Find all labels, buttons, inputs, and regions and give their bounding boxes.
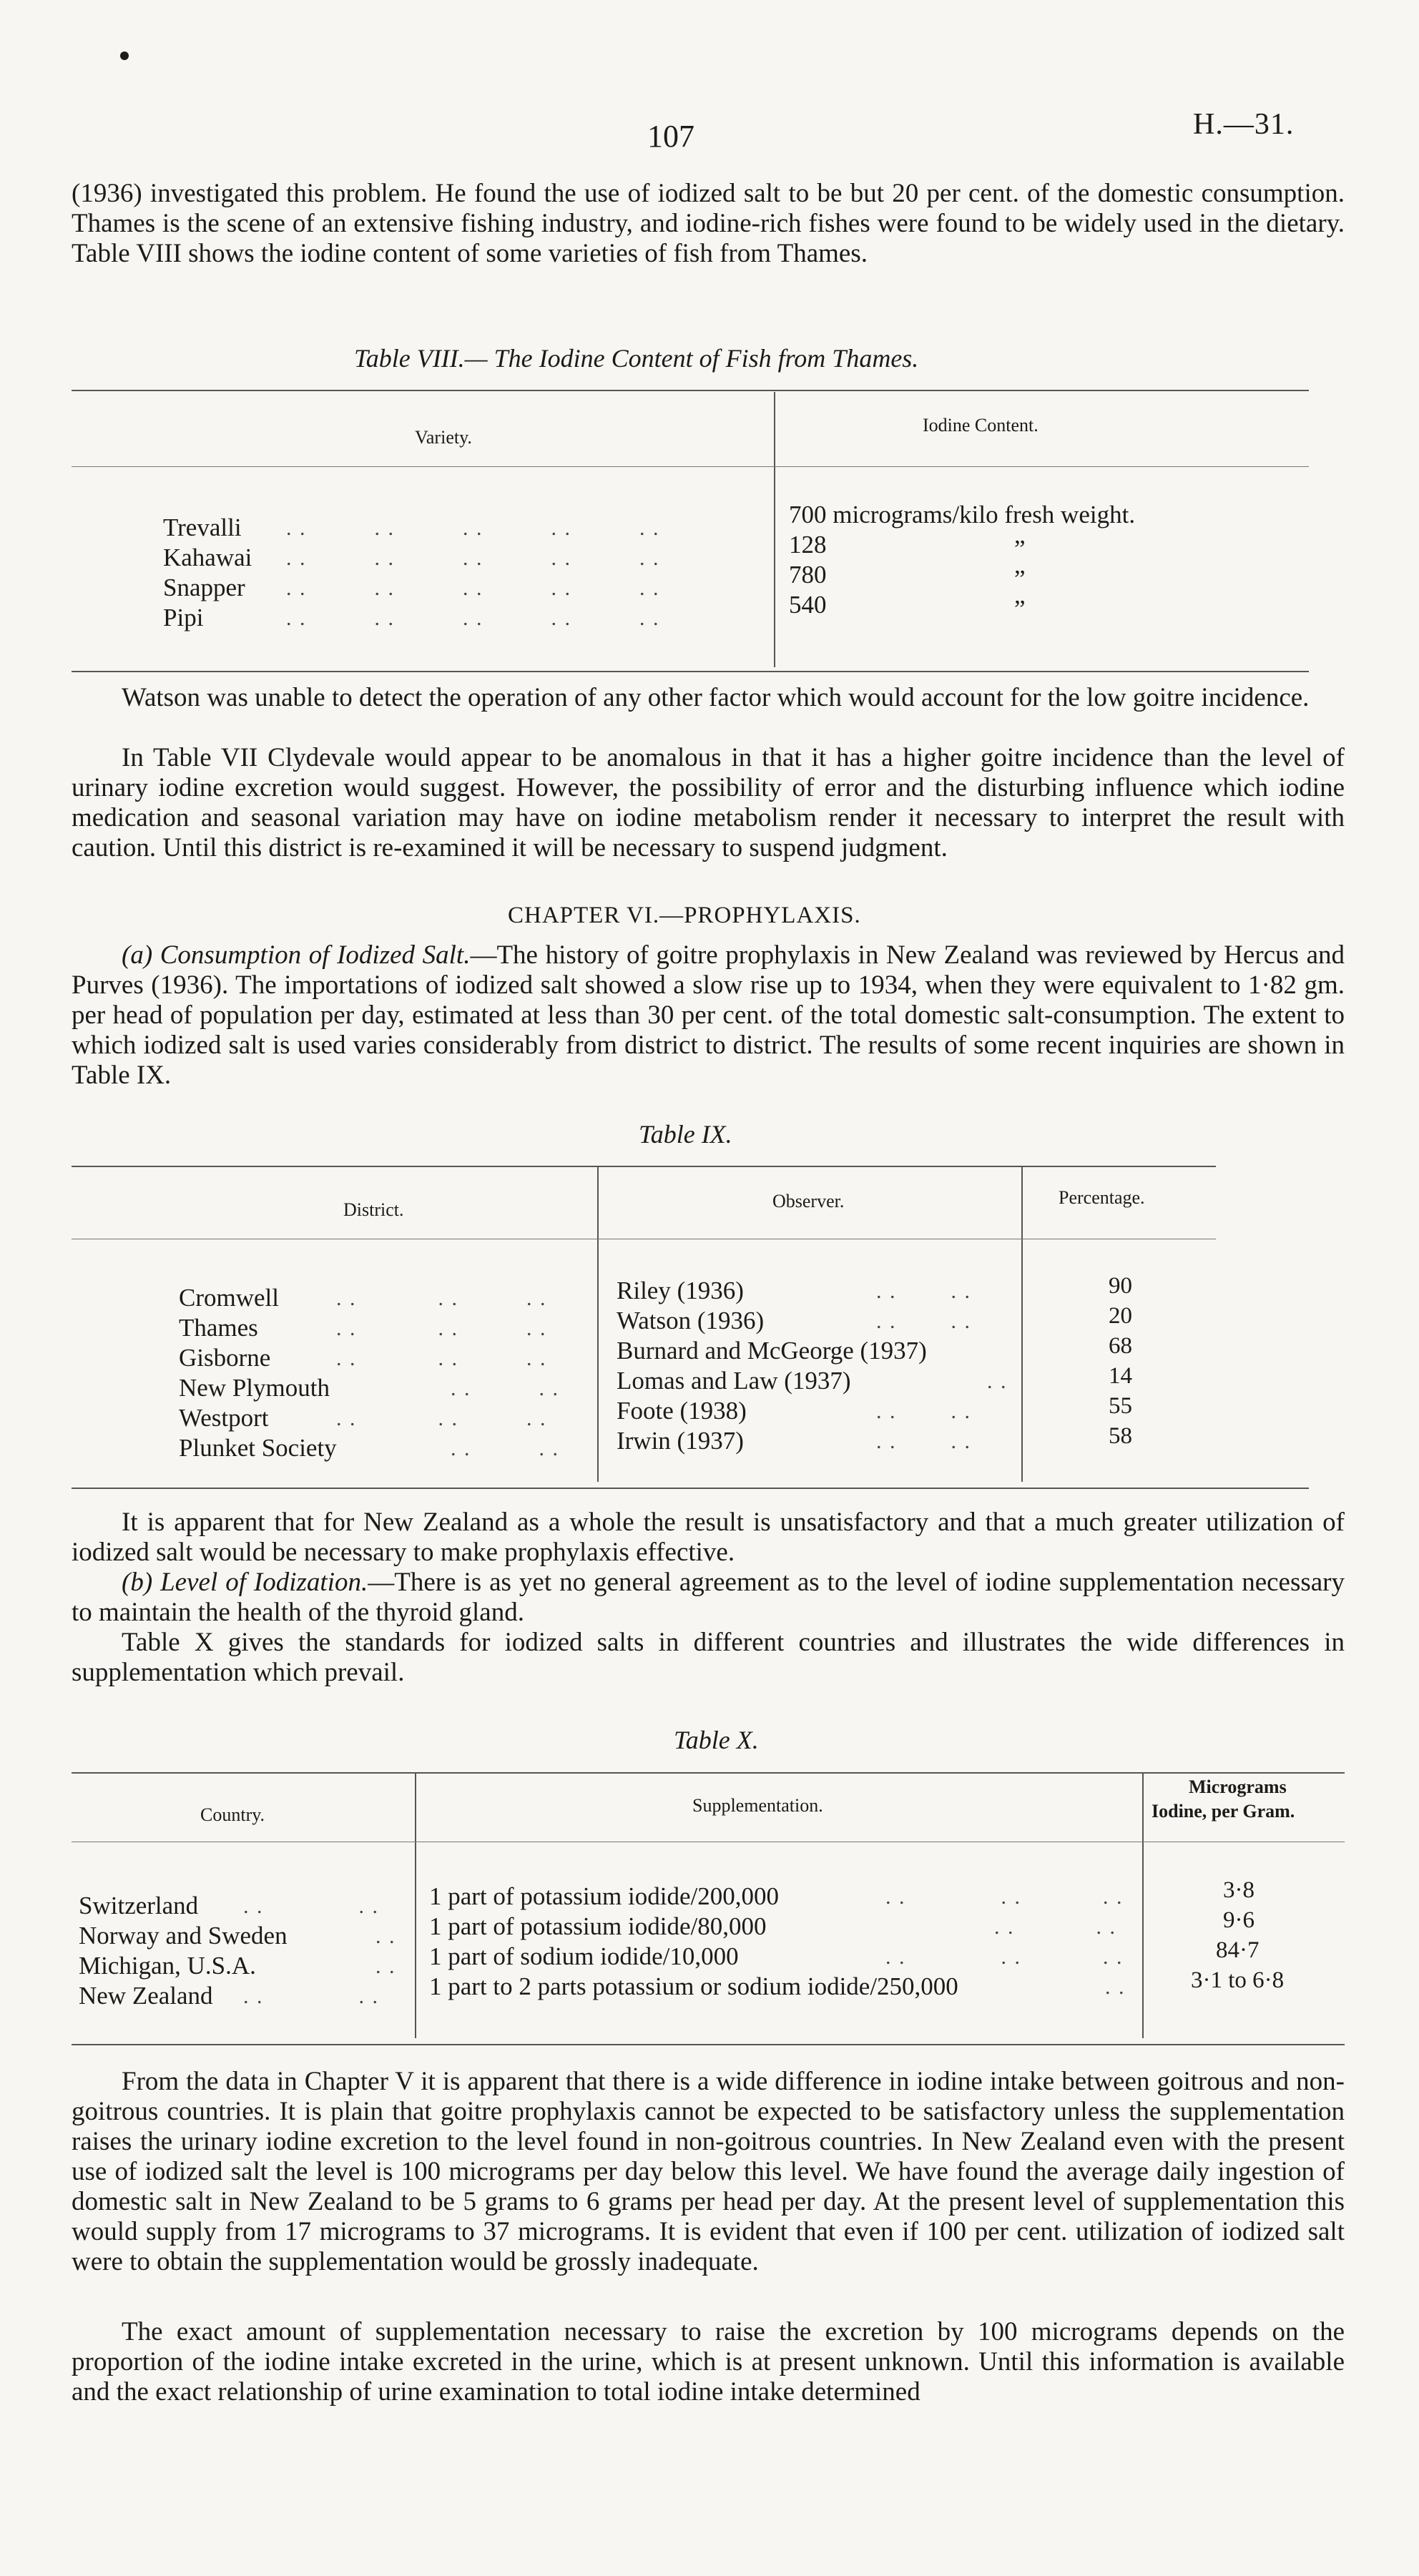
table-caption: Table IX. <box>639 1120 732 1149</box>
table-cell: Cromwell <box>179 1284 279 1312</box>
table-cell: 20 <box>1109 1303 1132 1329</box>
column-header: District. <box>343 1199 404 1220</box>
table-cell: 14 <box>1109 1363 1132 1389</box>
table-cell: 3·1 to 6·8 <box>1191 1967 1285 1993</box>
column-header: Iodine, per Gram. <box>1152 1801 1295 1822</box>
leader-dots: . . <box>1105 1975 1126 1999</box>
column-header: Iodine Content. <box>923 415 1039 436</box>
paragraph: (1936) investigated this problem. He found the use of iodized salt to be but 20 per cent. of the domestic consumption. Thames is the scene of an extensive fishing industry, and iodine-rich fishes were found to be widely used in the dietary. Table VIII shows the iodine content of some varieties of fish from Thames. <box>72 179 1345 268</box>
leader-dots: . . . . <box>876 1430 971 1453</box>
paragraph: It is apparent that for New Zealand as a whole the result is unsatisfactory and that a much greater utilization of iodized salt would be necessary to make prophylaxis effective. <box>72 1508 1345 1567</box>
table-rule <box>72 1772 1345 1774</box>
leader-dots: . . . . . . <box>336 1347 547 1370</box>
table-rule <box>72 1166 1216 1167</box>
leader-dots: . . <box>987 1370 1008 1393</box>
table-cell: Trevalli <box>163 513 242 541</box>
table-cell: New Zealand <box>79 1982 213 2010</box>
leader-dots: . . . . <box>243 1985 379 2008</box>
ink-mark <box>120 51 129 60</box>
table-cell: 3·8 <box>1223 1877 1254 1903</box>
table-cell: 9·6 <box>1223 1907 1254 1933</box>
table-cell: 128 <box>789 531 827 559</box>
table-cell: 540 <box>789 591 827 619</box>
column-header: Percentage. <box>1059 1187 1145 1208</box>
leader-dots: . . . . <box>451 1437 559 1460</box>
leader-dots: . . . . <box>876 1400 971 1423</box>
leader-dots: . . . . <box>876 1309 971 1333</box>
chapter-heading: CHAPTER VI.—PROPHYLAXIS. <box>508 903 861 928</box>
paragraph-body: —There is as yet no general agreement as to the level of iodine supplementation necessary to maintain the health of the thyroid gland. <box>72 1568 1345 1627</box>
paragraph <box>72 1568 1345 1628</box>
leader-dots: . . . . . . <box>336 1287 547 1310</box>
table-rule <box>72 2044 1345 2045</box>
table-cell: 780 <box>789 561 827 589</box>
table-cell: 1 part of potassium iodide/200,000 <box>429 1882 779 1910</box>
leader-dots: . . . . . . . . . . <box>286 546 660 570</box>
paragraph: Table X gives the standards for iodized salts in different countries and illustrates the wide differences in supplementation which prevail. <box>72 1628 1345 1687</box>
table-cell: 1 part of potassium iodide/80,000 <box>429 1912 767 1940</box>
column-divider <box>415 1774 416 2038</box>
table-caption: Table X. <box>674 1726 759 1754</box>
leader-dots: . . . . <box>451 1377 559 1400</box>
leader-dots: . . . . . . <box>885 1945 1124 1969</box>
table-cell: 58 <box>1109 1423 1132 1449</box>
table-cell: Snapper <box>163 574 245 601</box>
column-header: Micrograms <box>1189 1776 1287 1797</box>
table-cell: Pipi <box>163 604 204 631</box>
table-cell: Burnard and McGeorge (1937) <box>617 1337 927 1365</box>
leader-dots: . . . . . . . . . . <box>286 516 660 540</box>
leader-dots: . . <box>375 1924 396 1948</box>
table-cell: 55 <box>1109 1393 1132 1419</box>
column-divider <box>774 392 775 667</box>
column-header: Country. <box>200 1804 265 1825</box>
table-cell: Irwin (1937) <box>617 1427 744 1455</box>
table-cell: 90 <box>1109 1273 1132 1299</box>
table-cell: 1 part to 2 parts potassium or sodium iodide/250,000 <box>429 1972 958 2000</box>
table-cell: Plunket Society <box>179 1434 337 1462</box>
table-cell: 1 part of sodium iodide/10,000 <box>429 1942 739 1970</box>
table-cell: Gisborne <box>179 1344 271 1372</box>
table-cell: Kahawai <box>163 544 252 571</box>
leader-dots: . . . . . . . . . . <box>286 576 660 600</box>
paragraph <box>72 940 1345 1091</box>
table-rule <box>72 390 1309 391</box>
ditto-mark: ” <box>1014 565 1026 593</box>
page-number: 107 <box>647 119 694 154</box>
column-header: Variety. <box>415 427 472 448</box>
leader-dots: . . <box>375 1955 396 1978</box>
ditto-mark: ” <box>1014 535 1026 563</box>
table-cell: Norway and Sweden <box>79 1922 288 1950</box>
paragraph-lead: (a) Consumption of Iodized Salt. <box>122 940 471 970</box>
paragraph: Watson was unable to detect the operation of any other factor which would account for the low goitre incidence. <box>122 683 1310 712</box>
paragraph-lead: (b) Level of Iodization. <box>122 1568 368 1597</box>
table-rule <box>72 466 1309 467</box>
table-caption: Table VIII.— The Iodine Content of Fish from Thames. <box>354 344 919 373</box>
table-cell: Switzerland <box>79 1892 199 1919</box>
table-cell: Watson (1936) <box>617 1307 765 1334</box>
column-header: Observer. <box>772 1191 845 1211</box>
leader-dots: . . . . . . <box>336 1317 547 1340</box>
column-divider <box>597 1167 599 1482</box>
table-cell: 700 micrograms/kilo fresh weight. <box>789 501 1136 529</box>
table-cell: 84·7 <box>1216 1937 1260 1963</box>
leader-dots: . . . . . . <box>885 1885 1124 1909</box>
table-cell: Lomas and Law (1937) <box>617 1367 851 1395</box>
ditto-mark: ” <box>1014 595 1026 623</box>
leader-dots: . . . . <box>243 1894 379 1918</box>
table-cell: 68 <box>1109 1333 1132 1359</box>
column-header: Supplementation. <box>692 1795 823 1816</box>
leader-dots: . . . . . . <box>336 1407 547 1430</box>
column-divider <box>1021 1167 1023 1482</box>
leader-dots: . . . . <box>876 1279 971 1303</box>
paragraph: From the data in Chapter V it is apparent that there is a wide difference in iodine intake between goitrous and non-goitrous countries. It is plain that goitre prophylaxis cannot be expected to be satisfactory unless the supplementation raises the urinary iodine excretion to the level found in non-goitrous countries. In New Zealand even with the present use of iodized salt the level is 100 micrograms per day below this level. We have found the average daily ingestion of domestic salt in New Zealand to be 5 grams to 6 grams per head per day. At the present level of supplementation this would supply from 17 micrograms to 37 micrograms. It is evident that even if 100 per cent. utilization of iodized salt were to obtain the supplementation would be grossly inadequate. <box>72 2067 1345 2276</box>
table-rule <box>72 1488 1309 1489</box>
paragraph: In Table VII Clydevale would appear to be anomalous in that it has a higher goitre incidence than the level of urinary iodine excretion would suggest. However, the possibility of error and the disturbing influence which iodine medication and seasonal variation may have on iodine metabolism render it necessary to interpret the result with caution. Until this district is re-examined it will be necessary to suspend judgment. <box>72 743 1345 862</box>
table-cell: Westport <box>179 1404 269 1432</box>
leader-dots: . . . . . . . . . . <box>286 606 660 630</box>
table-cell: New Plymouth <box>179 1374 330 1402</box>
table-cell: Foote (1938) <box>617 1397 747 1425</box>
leader-dots: . . . . <box>994 1915 1116 1939</box>
table-cell: Thames <box>179 1314 258 1342</box>
table-cell: Riley (1936) <box>617 1277 744 1304</box>
column-divider <box>1142 1774 1144 2038</box>
paragraph-body: —The history of goitre prophylaxis in New Zealand was reviewed by Hercus and Purves (1936). The importations of iodized salt showed a slow rise up to 1934, when they were equivalent to 1·82 gm. per head of population per day, estimated at less than 30 per cent. of the total domestic salt-consumption. The extent to which iodized salt is used varies considerably from district to district. The results of some recent inquiries are shown in Table IX. <box>72 940 1345 1090</box>
table-rule <box>72 671 1309 672</box>
table-cell: Michigan, U.S.A. <box>79 1952 256 1980</box>
document-reference: H.—31. <box>1193 108 1295 141</box>
paragraph: The exact amount of supplementation necessary to raise the excretion by 100 micrograms depends on the proportion of the iodine intake excreted in the urine, which is at present unknown. Until this information is available and the exact relationship of urine examination to total iodine intake determined <box>72 2317 1345 2407</box>
